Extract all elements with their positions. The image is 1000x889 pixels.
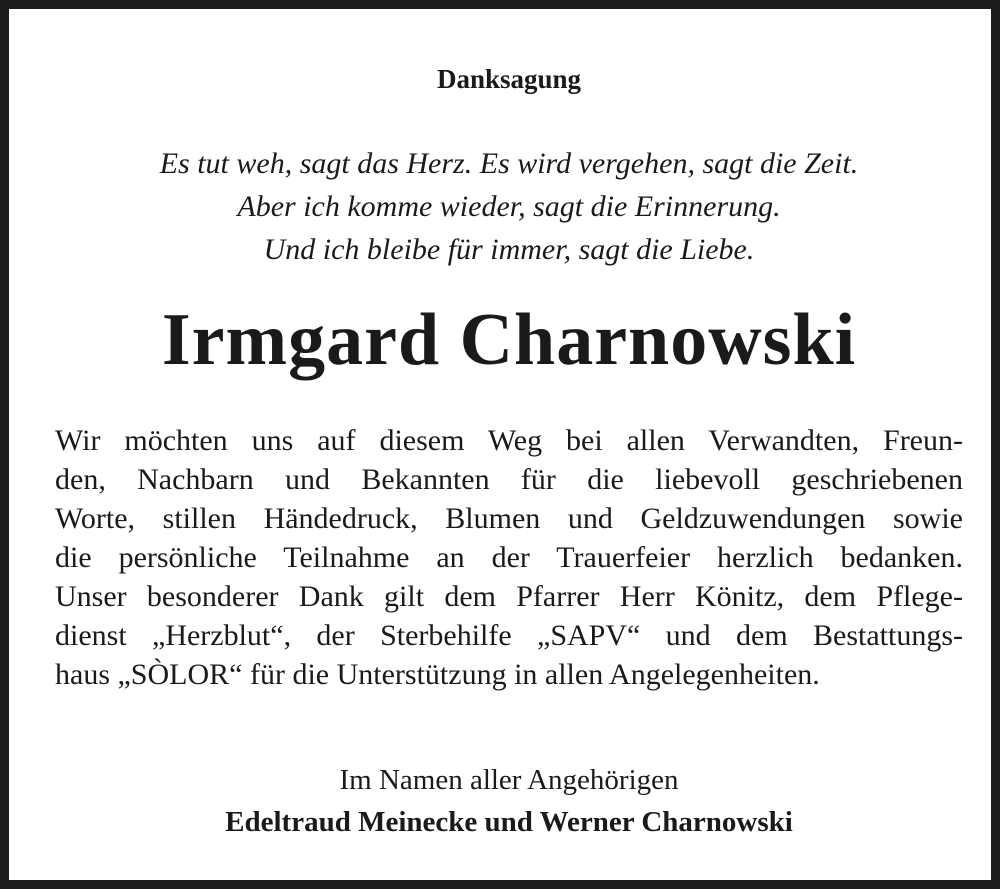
body-line: den, Nachbarn und Bekannten für die liebevoll geschriebenen	[55, 463, 963, 496]
body-line: Worte, stillen Händedruck, Blumen und Geldzuwendungen sowie	[55, 502, 963, 535]
notice-heading: Danksagung	[436, 64, 582, 94]
body-line: Wir möchten uns auf diesem Weg bei allen Verwandten, Freun-	[55, 424, 963, 457]
body-line: haus „SÒLOR“ für die Unterstützung in allen Angelegenheiten.	[55, 658, 820, 691]
poem-line: Aber ich komme wieder, sagt die Erinnerung.	[237, 190, 781, 223]
body-line: die persönliche Teilnahme an der Trauerfeier herzlich bedanken.	[55, 541, 963, 574]
signers-names: Edeltraud Meinecke und Werner Charnowski	[225, 806, 793, 838]
poem-line: Es tut weh, sagt das Herz. Es wird vergehen, sagt die Zeit.	[159, 147, 859, 180]
memorial-poem	[9, 142, 1000, 271]
body-line: dienst „Herzblut“, der Sterbehilfe „SAPV“ und dem Bestattungs-	[55, 619, 963, 652]
body-line: Unser besonderer Dank gilt dem Pfarrer Herr Könitz, dem Pflege-	[55, 580, 963, 613]
deceased-name: Irmgard Charnowski	[161, 299, 857, 381]
signoff-line: Im Namen aller Angehörigen	[339, 764, 679, 796]
thank-you-text	[55, 421, 963, 694]
poem-line: Und ich bleibe für immer, sagt die Liebe.	[263, 233, 755, 266]
